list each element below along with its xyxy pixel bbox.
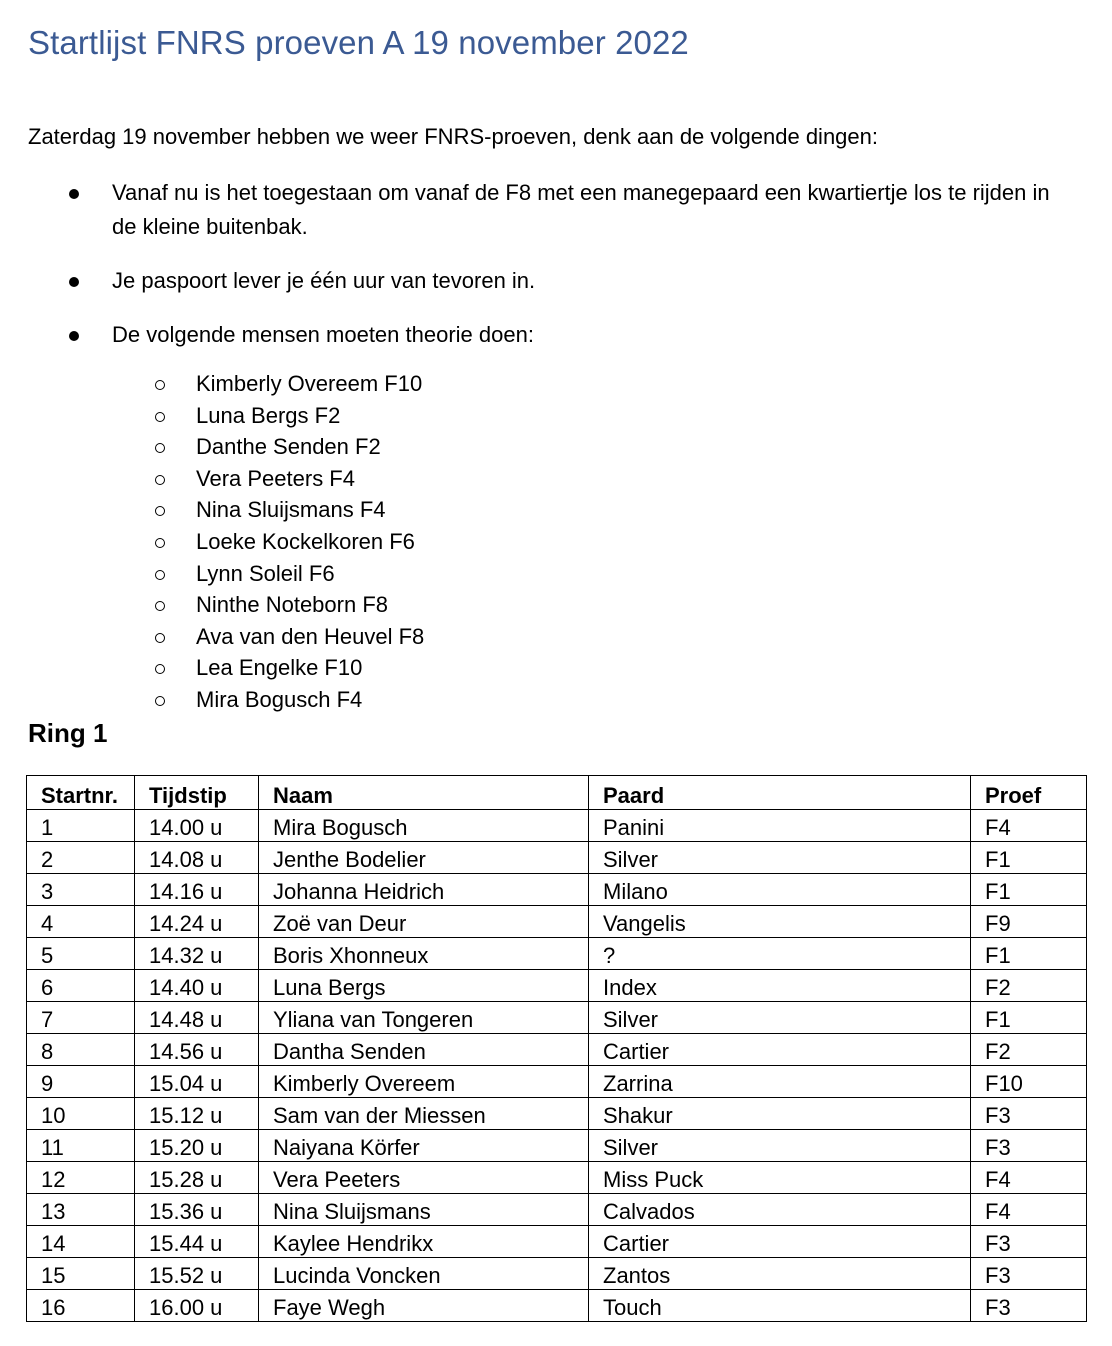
circle-bullet-icon (155, 601, 165, 611)
table-row (27, 906, 1087, 938)
cell-proef: F3 (971, 1098, 1087, 1130)
theory-person: Lea Engelke F10 (196, 655, 363, 681)
cell-paard: ? (589, 938, 971, 970)
cell-tijdstip: 15.28 u (135, 1162, 259, 1194)
cell-paard: Index (589, 970, 971, 1002)
cell-tijdstip: 14.32 u (135, 938, 259, 970)
theory-list-item (0, 589, 424, 621)
cell-startnr: 12 (27, 1162, 135, 1194)
cell-paard: Cartier (589, 1034, 971, 1066)
column-header-naam: Naam (259, 776, 589, 810)
cell-paard: Silver (589, 842, 971, 874)
bullet-icon (69, 189, 79, 199)
cell-paard: Silver (589, 1002, 971, 1034)
cell-proef: F1 (971, 938, 1087, 970)
cell-naam: Kimberly Overeem (259, 1066, 589, 1098)
cell-startnr: 6 (27, 970, 135, 1002)
cell-startnr: 10 (27, 1098, 135, 1130)
cell-paard: Cartier (589, 1226, 971, 1258)
cell-startnr: 15 (27, 1258, 135, 1290)
instruction-item (0, 318, 1112, 352)
theory-list-item (0, 526, 424, 558)
cell-proef: F2 (971, 970, 1087, 1002)
bullet-icon (69, 331, 79, 341)
cell-proef: F9 (971, 906, 1087, 938)
theory-list-item (0, 494, 424, 526)
table-row (27, 1226, 1087, 1258)
cell-paard: Zarrina (589, 1066, 971, 1098)
theory-person: Mira Bogusch F4 (196, 686, 363, 712)
cell-naam: Naiyana Körfer (259, 1130, 589, 1162)
cell-naam: Yliana van Tongeren (259, 1002, 589, 1034)
instruction-text: De volgende mensen moeten theorie doen: (112, 322, 534, 347)
cell-paard: Zantos (589, 1258, 971, 1290)
cell-proef: F3 (971, 1290, 1087, 1322)
ring-heading: Ring 1 (28, 718, 108, 748)
cell-tijdstip: 14.40 u (135, 970, 259, 1002)
cell-naam: Lucinda Voncken (259, 1258, 589, 1290)
cell-naam: Zoë van Deur (259, 906, 589, 938)
cell-startnr: 13 (27, 1194, 135, 1226)
cell-tijdstip: 14.56 u (135, 1034, 259, 1066)
cell-proef: F10 (971, 1066, 1087, 1098)
theory-person: Nina Sluijsmans F4 (196, 497, 386, 523)
cell-tijdstip: 16.00 u (135, 1290, 259, 1322)
cell-naam: Faye Wegh (259, 1290, 589, 1322)
table-body (27, 810, 1087, 1322)
instruction-item (0, 264, 1112, 298)
cell-naam: Vera Peeters (259, 1162, 589, 1194)
cell-startnr: 8 (27, 1034, 135, 1066)
theory-list-item (0, 400, 424, 432)
cell-tijdstip: 15.20 u (135, 1130, 259, 1162)
cell-proef: F4 (971, 1162, 1087, 1194)
cell-paard: Calvados (589, 1194, 971, 1226)
cell-paard: Miss Puck (589, 1162, 971, 1194)
theory-list-item (0, 621, 424, 653)
instructions-list (0, 176, 1112, 372)
theory-person: Kimberly Overeem F10 (196, 371, 423, 396)
start-list-table (26, 775, 1087, 1322)
cell-paard: Shakur (589, 1098, 971, 1130)
cell-startnr: 1 (27, 810, 135, 842)
circle-bullet-icon (155, 633, 165, 643)
cell-naam: Nina Sluijsmans (259, 1194, 589, 1226)
theory-list (0, 368, 424, 716)
cell-startnr: 7 (27, 1002, 135, 1034)
cell-paard: Panini (589, 810, 971, 842)
cell-tijdstip: 15.04 u (135, 1066, 259, 1098)
theory-person: Danthe Senden F2 (196, 434, 381, 460)
column-header-tijdstip: Tijdstip (135, 776, 259, 810)
cell-paard: Touch (589, 1290, 971, 1322)
cell-naam: Mira Bogusch (259, 810, 589, 842)
instruction-item (0, 176, 1112, 244)
theory-list-item (0, 652, 424, 684)
theory-list-item (0, 368, 424, 400)
theory-list-item (0, 684, 424, 716)
circle-bullet-icon (155, 570, 165, 580)
cell-proef: F3 (971, 1226, 1087, 1258)
table-row (27, 1034, 1087, 1066)
cell-proef: F3 (971, 1258, 1087, 1290)
table-row (27, 842, 1087, 874)
theory-person: Ninthe Noteborn F8 (196, 592, 388, 618)
theory-person: Ava van den Heuvel F8 (196, 623, 425, 649)
column-header-proef: Proef (971, 776, 1087, 810)
cell-paard: Silver (589, 1130, 971, 1162)
table-row (27, 1098, 1087, 1130)
bullet-icon (69, 277, 79, 287)
cell-proef: F2 (971, 1034, 1087, 1066)
table-row (27, 1066, 1087, 1098)
cell-startnr: 9 (27, 1066, 135, 1098)
circle-bullet-icon (155, 380, 165, 390)
cell-naam: Boris Xhonneux (259, 938, 589, 970)
cell-naam: Dantha Senden (259, 1034, 589, 1066)
cell-startnr: 11 (27, 1130, 135, 1162)
cell-proef: F3 (971, 1130, 1087, 1162)
circle-bullet-icon (155, 696, 165, 706)
table-row (27, 970, 1087, 1002)
table-row (27, 938, 1087, 970)
circle-bullet-icon (155, 475, 165, 485)
cell-tijdstip: 14.16 u (135, 874, 259, 906)
column-header-startnr: Startnr. (27, 776, 135, 810)
cell-proef: F1 (971, 874, 1087, 906)
table-row (27, 1194, 1087, 1226)
theory-list-item (0, 558, 424, 590)
cell-startnr: 2 (27, 842, 135, 874)
document-title: Startlijst FNRS proeven A 19 november 2022 (28, 24, 689, 61)
cell-tijdstip: 15.12 u (135, 1098, 259, 1130)
cell-tijdstip: 15.52 u (135, 1258, 259, 1290)
circle-bullet-icon (155, 538, 165, 548)
cell-proef: F4 (971, 810, 1087, 842)
cell-proef: F4 (971, 1194, 1087, 1226)
table-row (27, 810, 1087, 842)
theory-person: Loeke Kockelkoren F6 (196, 528, 415, 554)
cell-tijdstip: 15.44 u (135, 1226, 259, 1258)
cell-proef: F1 (971, 1002, 1087, 1034)
cell-paard: Milano (589, 874, 971, 906)
cell-naam: Sam van der Miessen (259, 1098, 589, 1130)
column-header-paard: Paard (589, 776, 971, 810)
circle-bullet-icon (155, 664, 165, 674)
circle-bullet-icon (155, 443, 165, 453)
cell-tijdstip: 14.48 u (135, 1002, 259, 1034)
table-row (27, 1002, 1087, 1034)
cell-tijdstip: 15.36 u (135, 1194, 259, 1226)
instruction-text: Vanaf nu is het toegestaan om vanaf de F8 met een manegepaard een kwartiertje los te rijden in de kleine buitenbak. (112, 180, 1050, 239)
theory-list-item (0, 463, 424, 495)
instruction-text: Je paspoort lever je één uur van tevoren in. (112, 268, 536, 293)
table-row (27, 1162, 1087, 1194)
theory-person: Vera Peeters F4 (196, 465, 355, 491)
table-row (27, 874, 1087, 906)
theory-list-item (0, 431, 424, 463)
cell-paard: Vangelis (589, 906, 971, 938)
circle-bullet-icon (155, 412, 165, 422)
intro-text: Zaterdag 19 november hebben we weer FNRS-proeven, denk aan de volgende dingen: (28, 124, 878, 149)
cell-tijdstip: 14.24 u (135, 906, 259, 938)
theory-person: Luna Bergs F2 (196, 402, 341, 428)
table-row (27, 1258, 1087, 1290)
cell-startnr: 5 (27, 938, 135, 970)
cell-naam: Johanna Heidrich (259, 874, 589, 906)
cell-tijdstip: 14.08 u (135, 842, 259, 874)
cell-startnr: 14 (27, 1226, 135, 1258)
cell-naam: Jenthe Bodelier (259, 842, 589, 874)
cell-proef: F1 (971, 842, 1087, 874)
cell-startnr: 4 (27, 906, 135, 938)
table-header-row (27, 776, 1087, 810)
table-row (27, 1290, 1087, 1322)
cell-naam: Luna Bergs (259, 970, 589, 1002)
table-row (27, 1130, 1087, 1162)
cell-naam: Kaylee Hendrikx (259, 1226, 589, 1258)
circle-bullet-icon (155, 506, 165, 516)
theory-person: Lynn Soleil F6 (196, 560, 335, 586)
cell-startnr: 3 (27, 874, 135, 906)
cell-tijdstip: 14.00 u (135, 810, 259, 842)
cell-startnr: 16 (27, 1290, 135, 1322)
